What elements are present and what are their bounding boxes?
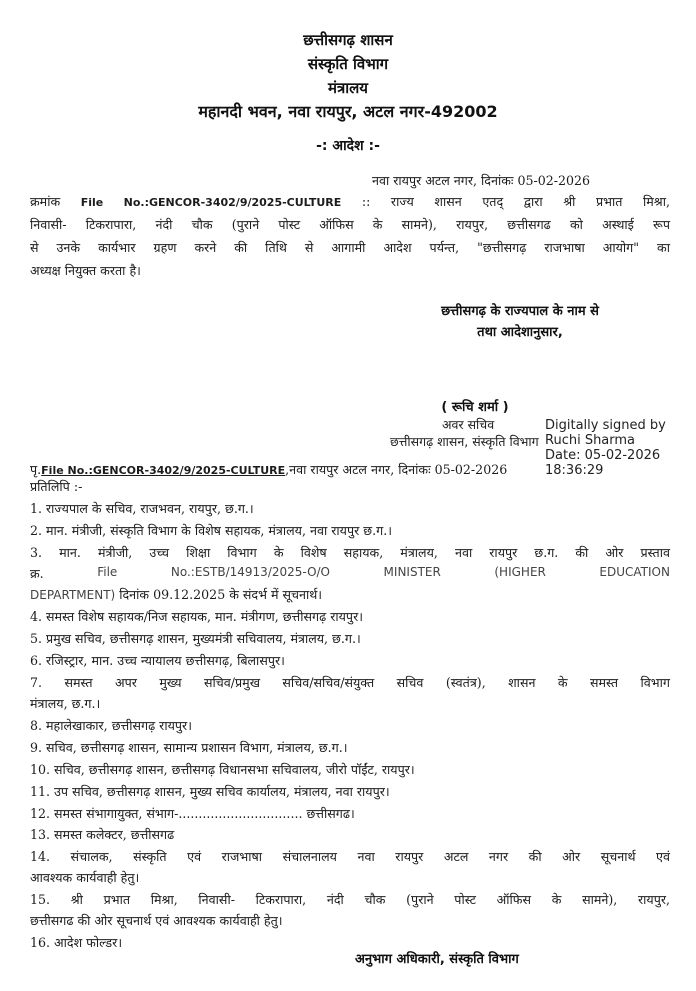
authority-line-1: छत्तीसगढ़ के राज्यपाल के नाम से — [441, 304, 599, 319]
copy-item-2: 2. मान. मंत्रीजी, संस्कृति विभाग के विशेष सहायक, मंत्रालय, नवा रायपुर छ.ग.। — [30, 523, 392, 538]
order-body-line-1 — [30, 193, 670, 210]
copy-item-3-word-2: File — [97, 565, 118, 579]
copy-item-4: 4. समस्त विशेष सहायक/निज सहायक, मान. मंत्रीगण, छत्तीसगढ़ रायपुर। — [30, 609, 363, 624]
digital-signature-name: Ruchi Sharma — [545, 433, 636, 448]
copy-item-3-line-1: 3. मान. मंत्रीजी, उच्च शिक्षा विभाग के विशेष सहायक, मंत्रालय, नवा रायपुर छ.ग. की ओर प्रस्ताव — [30, 545, 670, 560]
copy-item-3-word-3: No.:ESTB/14913/2025-O/O — [170, 565, 330, 579]
header-department: संस्कृति विभाग — [307, 55, 389, 73]
section-officer-signatory: अनुभाग अधिकारी, संस्कृति विभाग — [355, 952, 519, 967]
copy-item-3-word-4: MINISTER — [383, 565, 441, 579]
copy-item-12: 12. समस्त संभागायुक्त, संभाग-............................... छत्तीसगढ। — [30, 806, 355, 821]
order-title: -: आदेश :- — [316, 138, 380, 154]
copy-item-5: 5. प्रमुख सचिव, छत्तीसगढ़ शासन, मुख्यमंत्री सचिवालय, मंत्रालय, छ.ग.। — [30, 631, 361, 646]
order-body-line-1-text: :: राज्य शासन एतद् द्वारा श्री प्रभात मिश्रा, — [361, 194, 670, 209]
copy-item-3-word-6: EDUCATION — [599, 565, 670, 579]
copy-item-1: 1. राज्यपाल के सचिव, राजभवन, रायपुर, छ.ग.। — [30, 501, 254, 516]
digital-signature-time: 18:36:29 — [545, 463, 604, 478]
copy-item-3-word-1: क्र. — [30, 566, 44, 581]
header-ministry: मंत्रालय — [327, 79, 368, 97]
copy-item-10: 10. सचिव, छत्तीसगढ़ शासन, छत्तीसगढ़ विधानसभा सचिवालय, जीरो पॉईंट, रायपुर। — [30, 762, 415, 777]
copy-item-3-line-3 — [30, 586, 322, 603]
endorsement-line — [30, 461, 507, 478]
endorsement-prefix: पृ. — [30, 462, 42, 477]
copy-item-14-line-1: 14. संचालक, संस्कृति एवं राजभाषा संचालनालय नवा रायपुर अटल नगर की ओर सूचनार्थ एवं — [30, 849, 670, 864]
digital-signature-line-1: Digitally signed by — [545, 418, 666, 433]
signatory-department: छत्तीसगढ़ शासन, संस्कृति विभाग — [390, 434, 539, 449]
copy-item-14-line-2: आवश्यक कार्यवाही हेतु। — [30, 870, 140, 885]
copy-item-8: 8. महालेखाकार, छत्तीसगढ़ रायपुर। — [30, 718, 192, 733]
signatory-name: ( रूचि शर्मा ) — [441, 400, 509, 415]
endorsement-place-date: ,नवा रायपुर अटल नगर, दिनांकः 05-02-2026 — [285, 462, 508, 477]
copy-label: प्रतिलिपि :- — [30, 479, 83, 494]
copy-item-3-line-2 — [30, 565, 670, 582]
signatory-designation: अवर सचिव — [442, 417, 495, 432]
header-government: छत्तीसगढ़ शासन — [303, 31, 393, 49]
copy-item-9: 9. सचिव, छत्तीसगढ़ शासन, सामान्य प्रशासन विभाग, मंत्रालय, छ.ग.। — [30, 740, 348, 755]
header-address: महानदी भवन, नवा रायपुर, अटल नगर-492002 — [198, 102, 498, 121]
copy-item-3-word-5: (HIGHER — [494, 565, 546, 579]
copy-item-3-department: DEPARTMENT) — [30, 588, 116, 602]
copy-item-6: 6. रजिस्ट्रार, मान. उच्च न्यायालय छत्तीसगढ़, बिलासपुर। — [30, 653, 285, 668]
endorsement-file-number: File No.:GENCOR-3402/9/2025-CULTURE — [41, 464, 286, 477]
copy-item-7-line-2: मंत्रालय, छ.ग.। — [30, 696, 101, 711]
copy-item-15-line-2: छत्तीसगढ की ओर सूचनार्थ एवं आवश्यक कार्यवाही हेतु। — [30, 913, 283, 928]
copy-item-15-line-1: 15. श्री प्रभात मिश्रा, निवासी- टिकरापारा, नंदी चौक (पुराने पोस्ट ऑफिस के सामने), रायपुर, — [30, 892, 670, 907]
order-body-line-3: से उनके कार्यभार ग्रहण करने की तिथि से आगामी आदेश पर्यन्त, "छत्तीसगढ़ राजभाषा आयोग" का — [30, 240, 670, 255]
order-body-line-4: अध्यक्ष नियुक्त करता है। — [30, 263, 141, 278]
order-place-date: नवा रायपुर अटल नगर, दिनांकः 05-02-2026 — [372, 173, 591, 188]
order-body-line-2: निवासी- टिकरापारा, नंदी चौक (पुराने पोस्ट ऑफिस के सामने), रायपुर, छत्तीसगढ को अस्थाई रूप — [30, 217, 670, 232]
digital-signature-block — [545, 418, 666, 478]
authority-line-2: तथा आदेशानुसार, — [477, 325, 563, 340]
copy-item-7-line-1: 7. समस्त अपर मुख्य सचिव/प्रमुख सचिव/सचिव/संयुक्त सचिव (स्वतंत्र), शासन के समस्त विभाग — [30, 675, 670, 690]
order-file-number: File No.:GENCOR-3402/9/2025-CULTURE — [80, 196, 342, 209]
digital-signature-date: Date: 05-02-2026 — [545, 448, 661, 463]
copy-item-16: 16. आदेश फोल्डर। — [30, 935, 123, 950]
copy-item-3-reference-date: दिनांक 09.12.2025 के संदर्भ में सूचनार्थ। — [115, 587, 323, 602]
ref-prefix: क्रमांक — [30, 194, 61, 209]
copy-item-13: 13. समस्त कलेक्टर, छत्तीसगढ — [30, 827, 175, 842]
copy-item-11: 11. उप सचिव, छत्तीसगढ़ शासन, मुख्य सचिव कार्यालय, मंत्रालय, नवा रायपुर। — [30, 784, 390, 799]
